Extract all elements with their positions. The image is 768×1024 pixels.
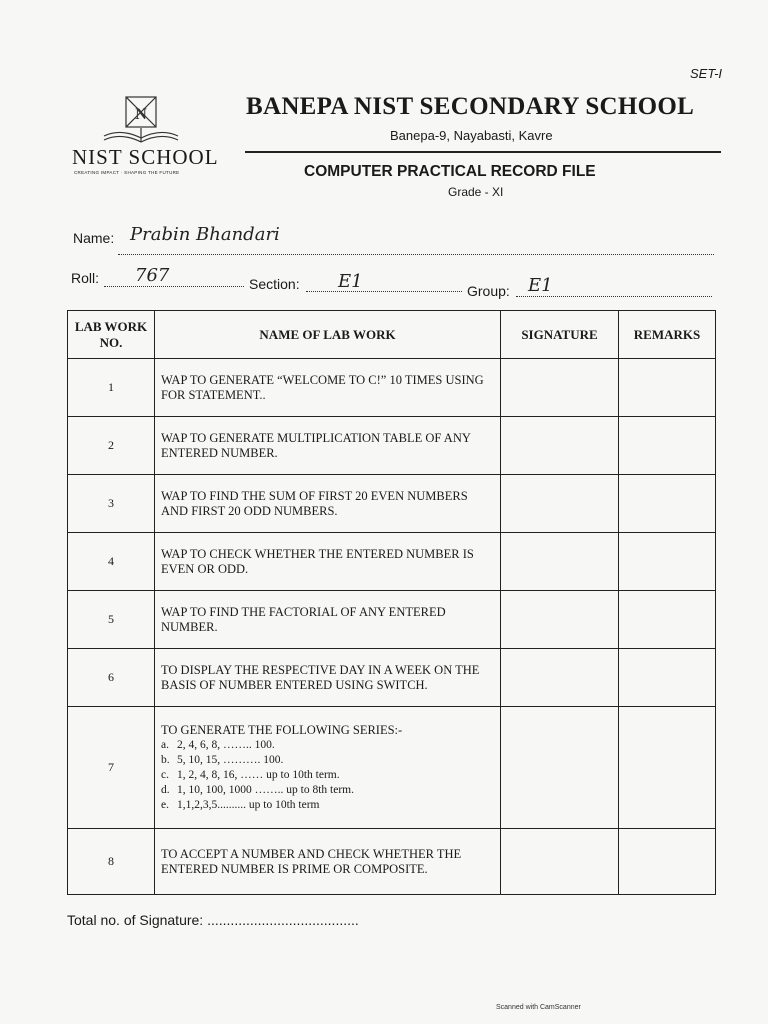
logo-text: NIST SCHOOL [72,145,219,169]
table-row [68,417,716,475]
school-name: BANEPA NIST SECONDARY SCHOOL [246,93,695,120]
group-label: Group: [467,283,510,299]
section-dotted-line [306,291,462,292]
header-remarks: REMARKS [619,311,716,359]
header-lab-work-no: LAB WORK NO. [68,311,155,359]
signature-cell[interactable] [501,417,619,475]
name-label: Name: [73,230,115,246]
table-row [68,829,716,895]
name-dotted-line [118,254,714,255]
lab-no: 2 [68,417,155,475]
lab-name: TO GENERATE THE FOLLOWING SERIES:- [161,722,403,737]
roll-dotted-line [104,286,244,287]
lab-no: 1 [68,359,155,417]
remarks-cell[interactable] [619,417,716,475]
table-header-row [68,311,716,359]
table-row [68,359,716,417]
roll-value[interactable]: 767 [135,265,170,286]
lab-name: TO ACCEPT A NUMBER AND CHECK WHETHER THE ENTERED NUMBER IS PRIME OR COMPOSITE. [155,829,501,895]
signature-cell[interactable] [501,533,619,591]
remarks-cell[interactable] [619,707,716,829]
total-signature-line: Total no. of Signature: ....................................... [67,912,359,928]
lab-name: WAP TO GENERATE “WELCOME TO C!” 10 TIMES USING FOR STATEMENT.. [155,359,501,417]
table-row [68,533,716,591]
book-crest-icon [96,92,186,152]
signature-cell[interactable] [501,359,619,417]
logo-monogram: N [135,106,147,123]
remarks-cell[interactable] [619,591,716,649]
lab-no: 7 [68,707,155,829]
header-name-of-lab-work: NAME OF LAB WORK [155,311,501,359]
document-title: COMPUTER PRACTICAL RECORD FILE [304,163,596,180]
roll-label: Roll: [71,270,100,286]
series-item: e. 1,1,2,3,5.......... up to 10th term [161,798,320,811]
series-item: c. 1, 2, 4, 8, 16, …… up to 10th term. [161,768,340,781]
series-item: a. 2, 4, 6, 8, …….. 100. [161,738,275,751]
header-signature: SIGNATURE [501,311,619,359]
lab-no: 4 [68,533,155,591]
series-item: b. 5, 10, 15, ………. 100. [161,753,284,766]
table-row [68,591,716,649]
school-logo [96,92,186,152]
group-dotted-line [516,296,712,297]
school-address: Banepa-9, Nayabasti, Kavre [390,128,553,143]
logo-tagline: CREATING IMPACT · SHAPING THE FUTURE [74,170,180,175]
signature-cell[interactable] [501,707,619,829]
header-rule [245,151,721,153]
lab-name-series [155,707,501,829]
lab-no: 8 [68,829,155,895]
table-row [68,475,716,533]
remarks-cell[interactable] [619,829,716,895]
signature-cell[interactable] [501,829,619,895]
lab-name: TO DISPLAY THE RESPECTIVE DAY IN A WEEK ON THE BASIS OF NUMBER ENTERED USING SWITCH. [155,649,501,707]
name-value[interactable]: Prabin Bhandari [130,224,280,245]
remarks-cell[interactable] [619,475,716,533]
remarks-cell[interactable] [619,359,716,417]
set-label: SET-I [690,66,723,81]
scanner-watermark: Scanned with CamScanner [496,1004,581,1011]
signature-cell[interactable] [501,649,619,707]
series-item: d. 1, 10, 100, 1000 …….. up to 8th term. [161,783,354,796]
signature-cell[interactable] [501,591,619,649]
signature-cell[interactable] [501,475,619,533]
lab-no: 3 [68,475,155,533]
lab-no: 5 [68,591,155,649]
remarks-cell[interactable] [619,533,716,591]
grade-label: Grade - XI [448,185,504,199]
table-row [68,649,716,707]
table-row [68,707,716,829]
section-value[interactable]: E1 [338,271,363,292]
lab-name: WAP TO GENERATE MULTIPLICATION TABLE OF ANY ENTERED NUMBER. [155,417,501,475]
lab-name: WAP TO CHECK WHETHER THE ENTERED NUMBER IS EVEN OR ODD. [155,533,501,591]
section-label: Section: [249,276,300,292]
lab-name: WAP TO FIND THE SUM OF FIRST 20 EVEN NUMBERS AND FIRST 20 ODD NUMBERS. [155,475,501,533]
group-value[interactable]: E1 [528,275,553,296]
lab-name: WAP TO FIND THE FACTORIAL OF ANY ENTERED NUMBER. [155,591,501,649]
remarks-cell[interactable] [619,649,716,707]
lab-work-table [67,310,716,895]
lab-no: 6 [68,649,155,707]
